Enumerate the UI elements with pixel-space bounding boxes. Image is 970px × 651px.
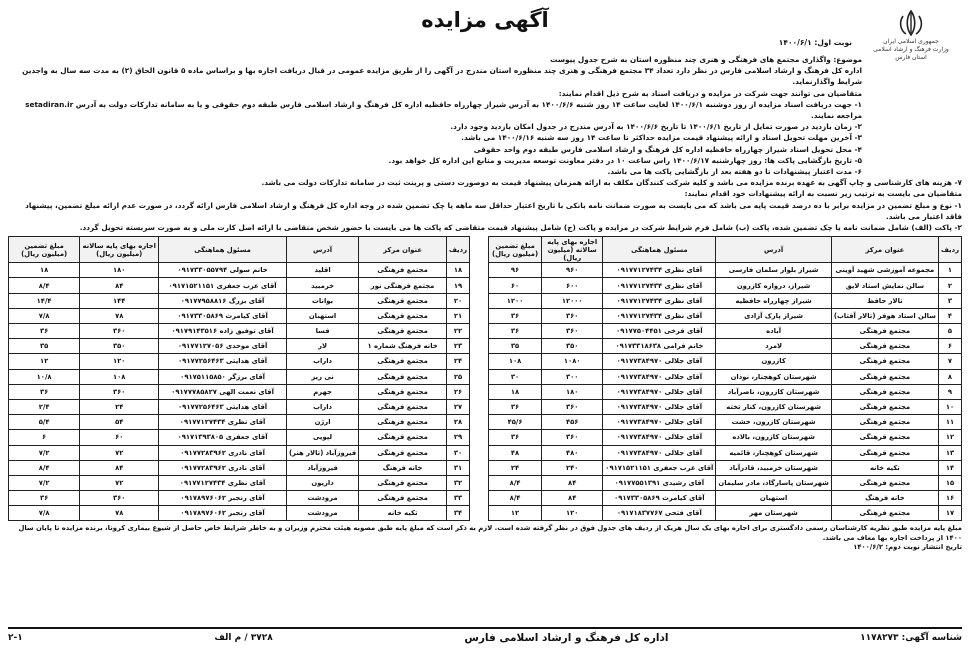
table-row [489,384,962,399]
table-cell: لپویی [286,430,358,445]
logo-line-2: وزارت فرهنگ و ارشاد اسلامی [873,46,949,53]
table-cell: ۳۰ [489,369,542,384]
table-cell: مجتمع فرهنگی [831,384,938,399]
table-cell: ۷۸ [80,308,159,323]
table-cell: آقای جلالی ۰۹۱۷۷۳۸۴۹۷۰ [603,399,716,414]
table-left [8,236,470,521]
table-cell: فسا [286,324,358,339]
intro-line: متقاضیان می توانند جهت شرکت در مزایده و دریافت اسناد به شرح ذیل اقدام نمایند: [558,88,862,98]
table-cell: مجتمع فرهنگی [359,475,447,490]
table-cell: ۶ [9,430,80,445]
table-cell: آقای نادری ۰۹۱۷۷۲۸۳۹۶۲ [159,460,287,475]
table-cell: ۳ [938,293,961,308]
ad-code: ۳۷۲۸ / م الف [214,633,273,643]
table-cell: داریون [286,475,358,490]
table-cell: ۲۴ [446,354,469,369]
table-row [9,293,470,308]
table-cell: خانه فرهنگ [831,491,938,506]
table-cell: مجتمع فرهنگی [359,293,447,308]
table-row [489,399,962,414]
table-cell: ۲۱ [446,308,469,323]
table-cell: ۱۴ [938,460,961,475]
table-cell: خانه فرهنگ شماره ۱ [359,339,447,354]
ad-id: شناسه آگهی: ۱۱۷۸۲۷۳ [860,633,962,643]
table-cell: آقای نظری ۰۹۱۷۷۱۲۷۴۳۴ [603,308,716,323]
intro-line: ۲- پاکت (الف) شامل ضمانت نامه یا چک تضمین شده، پاکت (ب) شامل فرم شرایط شرکت در مزایده و پاکت (ج) شامل پیشنهاد قیمت متقاضی که پاکت ها می بایست با حضور شخص متقاضی با ارائه اصل کارت ملی و به صورت سربسته تحویل گردد. [79,223,962,233]
table-cell: کازرون [716,354,831,369]
table-cell: ۲۴ [489,460,542,475]
table-row [489,354,962,369]
table-cell: آقای رشیدی ۰۹۱۷۷۵۵۱۳۹۱ [603,475,716,490]
table-row [9,369,470,384]
table-row [489,308,962,323]
table-cell: ۱۹ [446,278,469,293]
table-row [9,278,470,293]
table-cell: آقای رنجبر ۰۹۱۷۸۹۷۶۰۶۲ [159,491,287,506]
table-cell: ۳۶ [489,324,542,339]
intro-line: ۲- زمان بازدید در صورت تمایل از تاریخ ۱۴۰۰/۶/۱ تا تاریخ ۱۴۰۰/۶/۶ به آدرس مندرج در جدول امکان بازدید وجود دارد. [450,122,862,132]
table-cell: ۱ [938,263,961,278]
table-cell: ۱۶ [938,491,961,506]
table-cell: ۹ [938,384,961,399]
page-number: ۲-۱ [8,633,23,643]
table-cell: ۳۶۰ [80,324,159,339]
table-cell: آقای جلالی ۰۹۱۷۷۳۸۴۹۷۰ [603,384,716,399]
table-cell: ۸۴ [542,475,603,490]
table-cell: مجتمع فرهنگی [831,354,938,369]
table-row [9,354,470,369]
table-cell: شهرستان کوهچنار، نودان [716,369,831,384]
table-cell: مجتمع فرهنگی [831,369,938,384]
logo-line-1: جمهوری اسلامی ایران [883,38,939,45]
table-row [489,506,962,521]
table-cell: مجتمع فرهنگی [359,324,447,339]
table-cell: ۳۲ [446,475,469,490]
table-cell: ۳۶۰ [542,324,603,339]
table-cell: مرودشت [286,491,358,506]
table-cell: بوانات [286,293,358,308]
column-header: مسئول هماهنگی [159,237,287,263]
table-cell: ۲۲ [446,324,469,339]
table-cell: آقای فتحی ۰۹۱۷۱۸۳۷۷۶۷ [603,506,716,521]
table-cell: جهرم [286,384,358,399]
table-cell: ۲۷ [446,399,469,414]
table-cell: ۱۲۰۰۰ [542,293,603,308]
table-cell: مجتمع فرهنگی [359,308,447,323]
table-row [489,491,962,506]
table-row [9,506,470,521]
table-cell: ۸۴ [80,278,159,293]
table-cell: ۱۴/۴ [9,293,80,308]
footer-notes [8,524,962,553]
table-cell: مرودشت [286,506,358,521]
table-cell: ۳۶ [9,324,80,339]
table-cell: مجتمع فرهنگی [831,399,938,414]
table-cell: مجتمع فرهنگی [831,415,938,430]
table-cell: ۱۱ [938,415,961,430]
table-cell: ۴۸ [489,445,542,460]
table-cell: ۸ [938,369,961,384]
column-header: عنوان مرکز [359,237,447,263]
table-cell: مجتمع فرهنگی [359,430,447,445]
intro-line: ۱- نوع و مبلغ تضمین در مزایده برابر با ده درصد قیمت پایه می باشد که می بایست به صورت ضمانت نامه بانکی با تاریخ اعتبار حداقل سه ماهه یا چک تضمین شده در وجه اداره کل فرهنگ و ارشاد اسلامی فارس ارائه گردد، در صورت عدم ارائه مبلغ تضمین، پیشنهاد فاقد اعتبار می باشد. [25,200,962,221]
table-cell: ۱۴۴ [80,293,159,308]
table-cell: ۸/۴ [489,491,542,506]
table-cell: مجتمع فرهنگی [831,445,938,460]
table-cell: ۲ [938,278,961,293]
table-cell: لامرد [716,339,831,354]
table-row [489,369,962,384]
footer-note: مبلغ پایه مزایده طبق نظریه کارشناسان رسمی دادگستری برای اجاره بهای یک سال هریک از ردیف های جدول فوق در نظر گرفته شده است. لازم به ذکر است که مبلغ پایه طبق مصوبه هیئت محترم وزیران و به خاطر شرایط خاص حاصل از شیوع بیماری کرونا، برنده مزایده تا پایان سال ۱۴۰۰ از پرداخت اجاره بها معاف می باشد. [18,524,962,542]
table-row [9,460,470,475]
table-cell: ۱۸ [9,263,80,278]
table-cell: ۵ [938,324,961,339]
table-cell: شهرستان کازرون، کنار تخته [716,399,831,414]
tables-area [8,236,962,521]
table-cell: ۱۰۸۰ [542,354,603,369]
table-cell: شهرستان کازرون، ناصرآباد [716,384,831,399]
table-cell: خانم فرامی ۰۹۱۷۳۳۱۸۶۳۸ [603,339,716,354]
table-cell: ۷/۸ [9,506,80,521]
table-cell: آقای عرب جعفری ۰۹۱۷۱۵۲۱۱۵۱ [603,460,716,475]
table-row [489,445,962,460]
table-cell: ۸۴ [542,491,603,506]
table-cell: ۷/۲ [9,445,80,460]
table-row [9,415,470,430]
table-cell: ۴۵۶ [542,415,603,430]
table-row [489,293,962,308]
table-cell: ۸/۴ [9,278,80,293]
table-cell: مجموعه آموزشی شهید آوینی [831,263,938,278]
column-header: ردیف [938,237,961,263]
table-row [9,263,470,278]
table-cell: ۶۰ [80,430,159,445]
table-cell: ۸/۴ [9,460,80,475]
intro-line: ۷- هزینه های کارشناسی و چاپ آگهی به عهده برنده مزایده می باشد و کلیه شرکت کنندگان مکلف به ارائه همزمان پیشنهاد قیمت به دوصورت دستی و پرینت ثبت در سامانه تدارکات دولت می باشد. [261,178,962,188]
table-cell: ۲۳ [446,339,469,354]
table-cell: مجتمع فرهنگی [359,354,447,369]
table-row [9,475,470,490]
publication-turn: نوبت اول: ۱۴۰۰/۶/۱ [778,38,852,47]
table-cell: مجتمع فرهنگی [831,324,938,339]
table-cell: ۲۶ [446,384,469,399]
table-cell: ۱۲۰۰ [489,293,542,308]
table-cell: آقای کیامرث ۰۹۱۷۳۳۰۵۸۶۹ [603,491,716,506]
table-cell: خانه فرهنگ [359,460,447,475]
table-cell: آقای عرب جعفری ۰۹۱۷۱۵۲۱۱۵۱ [159,278,287,293]
table-cell: ۳۶۰ [80,491,159,506]
table-cell: ۳۳ [446,491,469,506]
table-cell: ۳۶ [9,491,80,506]
table-cell: ۲۰ [446,293,469,308]
second-publication-date: تاریخ انتشار نوبت دوم: ۱۴۰۰/۶/۲ [853,543,962,552]
table-cell: آقای برزگر ۰۹۱۷۵۱۱۵۸۵۰ [159,369,287,384]
column-header: مسئول هماهنگی [603,237,716,263]
table-cell: ۳۶ [9,384,80,399]
table-cell: ۳۶ [489,399,542,414]
bottom-bar [8,627,962,647]
intro-line: ۴- محل تحویل اسناد شیراز چهارراه حافظیه اداره کل فرهنگ و ارشاد اسلامی فارس طبقه دوم واحد حقوقی [473,144,862,154]
organization-name: اداره کل فرهنگ و ارشاد اسلامی فارس [464,632,669,644]
table-cell: آقای نادری ۰۹۱۷۷۲۸۳۹۶۲ [159,445,287,460]
table-row [489,460,962,475]
table-cell: ۲۵ [446,369,469,384]
column-header: اجاره بهای پایه سالانه (میلیون ریال) [80,237,159,263]
table-cell: مجتمع فرهنگی [359,399,447,414]
table-cell: شهرستان خرمبید، قادرآباد [716,460,831,475]
intro-line: متقاضیان می بایست به ترتیب زیر نسبت به ارائه پیشنهادات خود اقدام نمایند: [684,189,962,199]
intro-line: موضوع: واگذاری مجتمع های فرهنگی و هنری چند منظوره استان به شرح جدول پیوست [550,55,862,64]
table-row [489,278,962,293]
table-cell: ۳۶۰ [542,430,603,445]
table-cell: ۷/۲ [9,475,80,490]
table-cell: ۱۸۰ [80,263,159,278]
table-row [489,324,962,339]
table-cell: آقای کیامرث ۰۹۱۷۳۳۰۵۸۶۹ [159,308,287,323]
table-cell: آقای موحدی ۰۹۱۷۷۱۲۷۰۵۶ [159,339,287,354]
table-cell: ۳۶ [489,308,542,323]
table-cell: شهرستان کوهچنار، قائمیه [716,445,831,460]
table-cell: سالن نمایش استاد لایق [831,278,938,293]
table-cell: ۸۴ [80,460,159,475]
table-cell: ۵/۴ [9,415,80,430]
table-cell: سالن استاد هوفر (تالار آفتاب) [831,308,938,323]
intro-line: ۱- جهت دریافت اسناد مزایده از روز دوشنبه ۱۴۰۰/۶/۱ لغایت ساعت ۱۴ روز شنبه ۱۴۰۰/۶/۶ به آدرس شیراز چهارراه حافظیه اداره کل فرهنگ و ارشاد اسلامی فارس طبقه دوم حقوقی و یا به سامانه تدارکات دولت به آدرس setadiran.ir مراجعه نمایند. [25,99,862,121]
table-cell: مجتمع فرهنگی [359,445,447,460]
table-cell: ۱۲۰ [80,354,159,369]
table-cell: آقای هدایتی ۰۹۱۷۷۲۵۶۴۶۳ [159,399,287,414]
table-cell: مجتمع فرهنگی [831,339,938,354]
table-cell: ۲۴۰ [542,460,603,475]
table-cell: تکیه خانه [831,460,938,475]
table-cell: ۳۵۰ [80,339,159,354]
column-header: مبلغ تضمین (میلیون ریال) [489,237,542,263]
table-cell: ۳۰ [446,445,469,460]
table-cell: ۷۲ [80,445,159,460]
table-cell: آقای جلالی ۰۹۱۷۷۳۸۴۹۷۰ [603,354,716,369]
table-header-row [489,237,962,263]
table-cell: ۳۶۰ [542,399,603,414]
table-cell: شیراز بلوار سلمان فارسی [716,263,831,278]
table-cell: ۱۰۸ [489,354,542,369]
table-cell: آقای نظری ۰۹۱۷۷۱۲۷۴۳۴ [159,475,287,490]
table-cell: لار [286,339,358,354]
table-cell: ۶۰ [489,278,542,293]
table-cell: ۲/۴ [9,399,80,414]
intro-line: اداره کل فرهنگ و ارشاد اسلامی فارس در نظر دارد تعداد ۳۴ مجتمع فرهنگی و هنری چند منظوره استان مندرج در آگهی را از طریق مزایده عمومی در قبال دریافت اجاره بها و براساس ماده ۵ قانون الحاق (۲) به مدت سه سال به واجدین شرایط واگذارنماید. [22,66,862,87]
table-row [9,399,470,414]
table-cell: آقای جلالی ۰۹۱۷۷۳۸۴۹۷۰ [603,415,716,430]
table-cell: ۳۶۰ [80,384,159,399]
table-cell: داراب [286,354,358,369]
table-cell: ۴۸۰ [542,445,603,460]
table-cell: ۳۰۰ [542,369,603,384]
table-cell: مجتمع فرهنگی [831,506,938,521]
table-cell: آقای رنجبر ۰۹۱۷۸۹۷۶۰۶۲ [159,506,287,521]
table-header-row [9,237,470,263]
table-cell: ۳۵ [489,339,542,354]
table-cell: مجتمع فرهنگی [359,491,447,506]
table-cell: مجتمع فرهنگی [359,384,447,399]
table-cell: ۷/۸ [9,308,80,323]
table-cell: شهرستان پاسارگاد، مادر سلیمان [716,475,831,490]
table-cell: ۶۰۰ [542,278,603,293]
table-cell: مجتمع فرهنگی [359,263,447,278]
table-cell: شهرستان کازرون، خشت [716,415,831,430]
intro-line: ۵- تاریخ بازگشایی پاکت ها: روز چهارشنبه ۱۴۰۰/۶/۱۷ راس ساعت ۱۰ در دفتر معاونت توسعه مدیریت و منابع این اداره کل خواهد بود. [388,155,862,165]
table-row [489,339,962,354]
column-header: عنوان مرکز [831,237,938,263]
table-cell: تکیه خانه [359,506,447,521]
table-row [9,384,470,399]
table-cell: ۱۲ [938,430,961,445]
table-cell: اقلید [286,263,358,278]
column-header: ردیف [446,237,469,263]
table-cell: آقای جلالی ۰۹۱۷۷۳۸۴۹۷۰ [603,445,716,460]
table-cell: ۶ [938,339,961,354]
table-cell: ۸/۴ [489,475,542,490]
table-cell: آقای جلالی ۰۹۱۷۷۳۸۴۹۷۰ [603,369,716,384]
table-cell: مجتمع فرهنگی [359,415,447,430]
table-cell: ۷۲ [80,475,159,490]
table-cell: ۵۴ [80,415,159,430]
table-cell: آقای جلالی ۰۹۱۷۷۳۸۴۹۷۰ [603,430,716,445]
table-cell: آقای نظری ۰۹۱۷۷۱۲۷۴۳۴ [603,293,716,308]
table-row [489,475,962,490]
table-cell: ۳۵ [9,339,80,354]
table-cell: ۲۴ [80,399,159,414]
table-cell: مجتمع فرهنگی [831,475,938,490]
column-header: اجاره بهای پایه سالانه (میلیون ریال) [542,237,603,263]
intro-line: ۶- مدت اعتبار پیشنهادات تا دو هفته بعد از بازگشایی پاکت ها می باشد. [607,167,862,177]
table-cell: ۷۸ [80,506,159,521]
table-cell: ۱۸ [446,263,469,278]
table-cell: ۴۵/۶ [489,415,542,430]
table-row [9,445,470,460]
page-title: آگهی مزایده [421,8,549,32]
table-cell: فیروزآباد [286,460,358,475]
table-cell: تالار حافظ [831,293,938,308]
table-cell: ۹۶ [489,263,542,278]
table-cell: شهرستان کازرون، بالاده [716,430,831,445]
table-cell: شیراز پارک آزادی [716,308,831,323]
table-cell: استهبان [716,491,831,506]
table-cell: ۱۸ [489,384,542,399]
table-cell: ۱۲۰ [542,506,603,521]
table-cell: شیراز چهارراه حافظیه [716,293,831,308]
table-cell: ۳۶۰ [542,308,603,323]
table-cell: شهرستان مهر [716,506,831,521]
table-cell: خرمبید [286,278,358,293]
table-cell: ۲۹ [446,430,469,445]
table-row [9,430,470,445]
table-row [9,308,470,323]
table-cell: ۱۸۰ [542,384,603,399]
table-cell: ۴ [938,308,961,323]
table-cell: آقای هدایتی ۰۹۱۷۷۲۵۶۴۶۳ [159,354,287,369]
table-cell: ۱۰/۸ [9,369,80,384]
logo-line-3: استان فارس [895,54,927,61]
table-row [9,339,470,354]
intro-line: ۳- آخرین مهلت تحویل اسناد و ارائه پیشنهاد قیمت مزایده حداکثر تا ساعت ۱۴ روز سه شنبه ۱۴۰۰/۶/۱۶ می باشد. [461,133,862,143]
table-cell: آقای نظری ۰۹۱۷۷۱۲۷۴۳۴ [159,415,287,430]
table-cell: شیراز، دروازه کازرون [716,278,831,293]
table-cell: آقای نظری ۰۹۱۷۷۱۲۷۴۳۴ [603,278,716,293]
column-header: مبلغ تضمین (میلیون ریال) [9,237,80,263]
intro-text [8,54,962,233]
table-right [488,236,962,521]
table-cell: ۱۷ [938,506,961,521]
table-cell: آقای جعفری ۰۹۱۷۱۳۹۳۸۰۵ [159,430,287,445]
table-row [489,430,962,445]
table-cell: مجتمع فرهنگی [359,369,447,384]
column-header: آدرس [286,237,358,263]
table-cell: فیروزآباد (تالار هنر) [286,445,358,460]
table-cell: ۷ [938,354,961,369]
table-cell: مجتمع فرهنگی نور [359,278,447,293]
table-cell: آباده [716,324,831,339]
table-cell: ۳۴ [446,506,469,521]
table-row [489,415,962,430]
table-cell: ۱۰ [938,399,961,414]
table-cell: ۱۰۸ [80,369,159,384]
table-cell: ۱۲ [489,506,542,521]
table-cell: آقای توفیق زاده ۰۹۱۷۹۱۴۳۵۱۶ [159,324,287,339]
table-row [9,324,470,339]
table-cell: ۱۳ [938,445,961,460]
table-cell: ۳۵۰ [542,339,603,354]
column-header: آدرس [716,237,831,263]
table-cell: ۲۸ [446,415,469,430]
table-cell: ۱۲ [9,354,80,369]
table-cell: آقای بزرگ ۰۹۱۷۷۹۵۸۸۱۶ [159,293,287,308]
table-row [9,491,470,506]
table-cell: داراب [286,399,358,414]
table-cell: آقای نظری ۰۹۱۷۷۱۲۷۴۳۴ [603,263,716,278]
table-cell: استهبان [286,308,358,323]
table-cell: ارژن [286,415,358,430]
table-cell: مجتمع فرهنگی [831,430,938,445]
table-cell: ۹۶۰ [542,263,603,278]
table-cell: خانم سولی ۰۹۱۷۳۳۰۵۵۷۹۴ [159,263,287,278]
table-row [489,263,962,278]
table-cell: ۳۱ [446,460,469,475]
table-cell: آقای فرخی ۰۹۱۷۷۵۰۴۴۵۱ [603,324,716,339]
table-cell: ۳۶ [489,430,542,445]
table-cell: آقای نعمت الهی ۰۹۱۷۷۷۸۵۸۲۷ [159,384,287,399]
table-cell: نی ریز [286,369,358,384]
table-cell: ۱۵ [938,475,961,490]
